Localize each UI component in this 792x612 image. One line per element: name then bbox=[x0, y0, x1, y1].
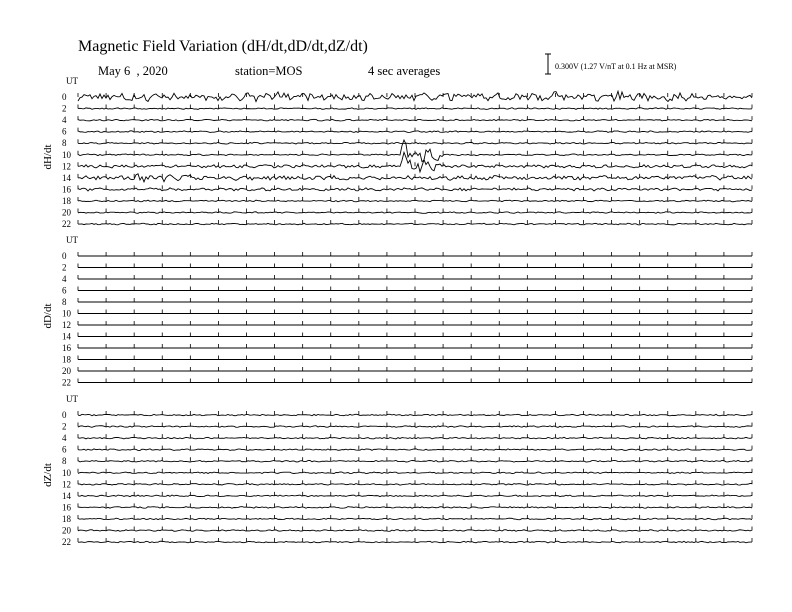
panel-dZ-dt bbox=[42, 394, 752, 547]
row-label: 20 bbox=[62, 525, 71, 536]
trace-line bbox=[78, 530, 752, 532]
row-label: 0 bbox=[62, 410, 67, 420]
row-label: 10 bbox=[62, 149, 71, 160]
averaging-label: 4 sec averages bbox=[368, 64, 441, 78]
trace-line bbox=[78, 212, 752, 214]
ut-label: UT bbox=[66, 235, 78, 245]
trace-line bbox=[78, 200, 752, 202]
row-label: 22 bbox=[62, 377, 71, 388]
row-label: 14 bbox=[62, 172, 71, 183]
row-label: 8 bbox=[62, 456, 67, 467]
row-label: 16 bbox=[62, 502, 71, 513]
row-label: 6 bbox=[62, 126, 67, 137]
row-label: 16 bbox=[62, 184, 71, 195]
row-label: 14 bbox=[62, 490, 71, 501]
ut-label: UT bbox=[66, 76, 78, 86]
row-label: 16 bbox=[62, 343, 71, 353]
y-axis-label: dH/dt bbox=[42, 144, 54, 170]
y-axis-label: dD/dt bbox=[42, 303, 54, 329]
row-label: 2 bbox=[62, 103, 67, 114]
row-label: 20 bbox=[62, 366, 71, 376]
row-label: 2 bbox=[62, 421, 67, 432]
row-label: 4 bbox=[62, 115, 67, 126]
ut-label: UT bbox=[66, 394, 78, 404]
row-label: 22 bbox=[62, 537, 71, 548]
row-label: 22 bbox=[62, 219, 71, 230]
row-label: 8 bbox=[62, 297, 67, 307]
row-label: 6 bbox=[62, 444, 67, 455]
chart-title: Magnetic Field Variation (dH/dt,dD/dt,dZ/dt) bbox=[78, 38, 368, 55]
panel-dH-dt bbox=[42, 76, 752, 229]
row-label: 0 bbox=[62, 92, 67, 102]
row-label: 6 bbox=[62, 285, 67, 296]
row-label: 4 bbox=[62, 274, 67, 284]
date-label: May 6 , 2020 bbox=[98, 64, 168, 78]
row-label: 20 bbox=[62, 207, 71, 218]
row-label: 2 bbox=[62, 262, 67, 273]
row-label: 8 bbox=[62, 138, 67, 149]
row-label: 18 bbox=[62, 354, 71, 365]
row-label: 10 bbox=[62, 308, 71, 319]
trace-line bbox=[78, 460, 752, 462]
trace-line bbox=[78, 131, 752, 133]
row-label: 12 bbox=[62, 161, 71, 172]
panel-dD-dt bbox=[42, 235, 752, 388]
row-label: 12 bbox=[62, 479, 71, 490]
row-label: 14 bbox=[62, 331, 71, 342]
row-label: 18 bbox=[62, 195, 71, 206]
row-label: 0 bbox=[62, 251, 67, 261]
trace-line bbox=[78, 472, 752, 474]
row-label: 4 bbox=[62, 433, 67, 444]
trace-line bbox=[78, 142, 752, 144]
trace-line bbox=[78, 152, 752, 172]
row-label: 18 bbox=[62, 513, 71, 524]
scale-label: 0.300V (1.27 V/nT at 0.1 Hz at MSR) bbox=[555, 62, 677, 71]
y-axis-label: dZ/dt bbox=[42, 463, 54, 487]
row-label: 10 bbox=[62, 467, 71, 478]
station-label: station=MOS bbox=[235, 64, 303, 78]
row-label: 12 bbox=[62, 320, 71, 330]
